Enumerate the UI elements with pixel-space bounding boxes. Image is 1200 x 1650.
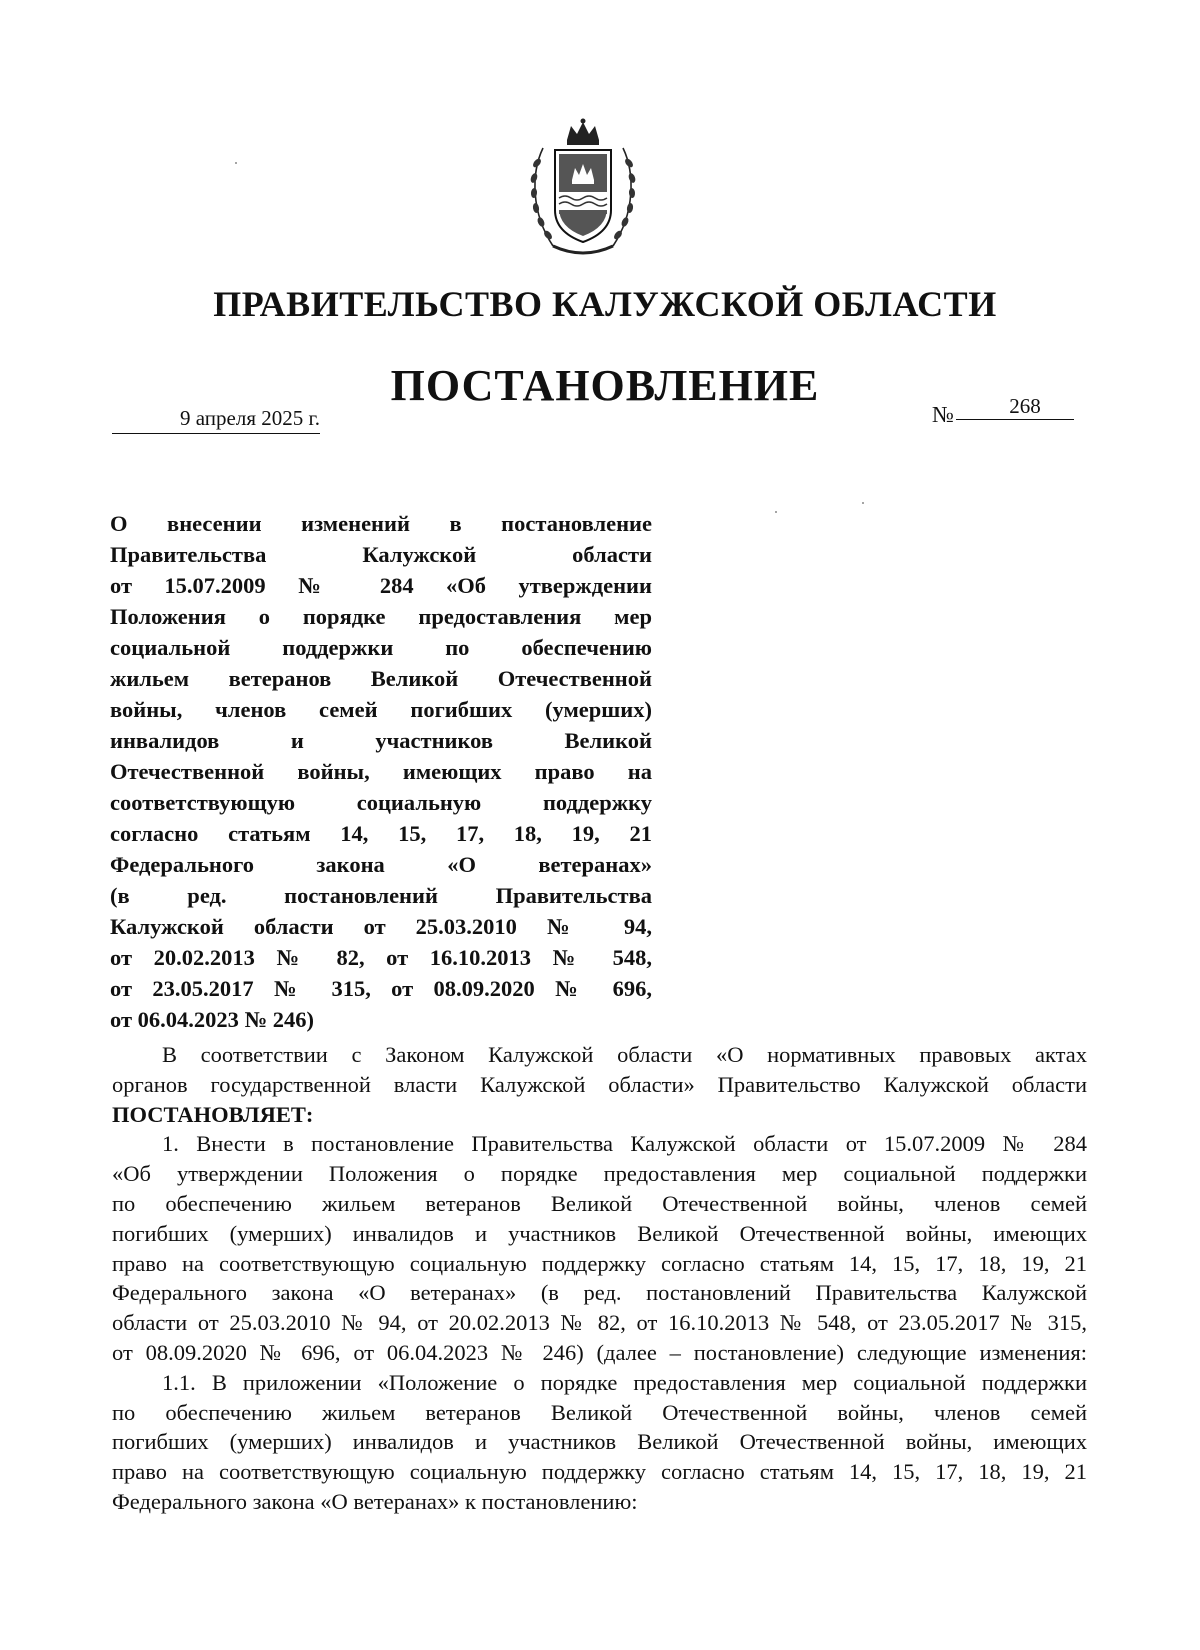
- document-date: 9 апреля 2025 г.: [112, 406, 320, 434]
- scan-speck: [235, 162, 237, 164]
- document-number-field: [932, 394, 1074, 428]
- item1-1-line: 1.1. В приложении «Положение о порядке предоставления мер социальной поддержки: [162, 1369, 1087, 1395]
- item1-line: «Об утверждении Положения о порядке предоставления мер социальной поддержки: [112, 1161, 1087, 1187]
- subject-line: жильем ветеранов Великой Отечественной: [110, 666, 652, 691]
- preamble-line: В соответствии с Законом Калужской области «О нормативных правовых актах: [162, 1042, 1087, 1067]
- item1-line: от 08.09.2020 № 696, от 06.04.2023 № 246) (далее – постановление) следующие изменения:: [112, 1339, 1087, 1365]
- number-sign: №: [932, 402, 954, 427]
- item1-line: 1. Внести в постановление Правительства Калужской области от 15.07.2009 № 284: [162, 1131, 1087, 1157]
- item1-1-line: погибших (умерших) инвалидов и участников Великой Отечественной войны, имеющих: [112, 1429, 1087, 1455]
- item1-1-line: Федерального закона «О ветеранах» к постановлению:: [112, 1488, 638, 1514]
- item1-line: Федерального закона «О ветеранах» (в ред. постановлений Правительства Калужской: [112, 1280, 1087, 1306]
- scan-speck: [775, 511, 777, 513]
- resolves-heading: ПОСТАНОВЛЯЕТ:: [112, 1101, 314, 1127]
- item1-line: по обеспечению жильем ветеранов Великой Отечественной войны, членов семей: [112, 1190, 1087, 1216]
- item1-line: погибших (умерших) инвалидов и участников Великой Отечественной войны, имеющих: [112, 1220, 1087, 1246]
- subject-line: инвалидов и участников Великой: [110, 728, 652, 753]
- coat-of-arms-emblem: [523, 118, 643, 260]
- subject-line: социальной поддержки по обеспечению: [110, 635, 652, 660]
- subject-line: Правительства Калужской области: [110, 542, 652, 567]
- subject-line: Калужской области от 25.03.2010 № 94,: [110, 914, 652, 939]
- document-body: [112, 1040, 1087, 1517]
- scan-speck: [862, 502, 864, 504]
- item1-1-line: право на соответствующую социальную поддержку согласно статьям 14, 15, 17, 18, 19, 21: [112, 1459, 1087, 1485]
- subject-line: Федерального закона «О ветеранах»: [110, 852, 652, 877]
- subject-line: О внесении изменений в постановление: [110, 511, 652, 536]
- subject-line: согласно статьям 14, 15, 17, 18, 19, 21: [110, 821, 652, 846]
- item1-line: области от 25.03.2010 № 94, от 20.02.2013 № 82, от 16.10.2013 № 548, от 23.05.2017 № 315,: [112, 1310, 1087, 1336]
- government-title: ПРАВИТЕЛЬСТВО КАЛУЖСКОЙ ОБЛАСТИ: [213, 284, 997, 324]
- document-subject: [110, 508, 652, 1035]
- subject-line: Положения о порядке предоставления мер: [110, 604, 652, 629]
- document-type-heading: ПОСТАНОВЛЕНИЕ: [390, 361, 820, 410]
- preamble-line: органов государственной власти Калужской области» Правительство Калужской области: [112, 1071, 1087, 1097]
- subject-line: (в ред. постановлений Правительства: [110, 883, 652, 908]
- item1-line: право на соответствующую социальную поддержку согласно статьям 14, 15, 17, 18, 19, 21: [112, 1250, 1087, 1276]
- subject-line: от 23.05.2017 № 315, от 08.09.2020 № 696,: [110, 976, 652, 1001]
- subject-line: от 15.07.2009 № 284 «Об утверждении: [110, 573, 652, 598]
- subject-line: Отечественной войны, имеющих право на: [110, 759, 652, 784]
- item1-1-line: по обеспечению жильем ветеранов Великой Отечественной войны, членов семей: [112, 1399, 1087, 1425]
- subject-line: от 06.04.2023 № 246): [110, 1007, 314, 1032]
- subject-line: соответствующую социальную поддержку: [110, 790, 652, 815]
- subject-line: войны, членов семей погибших (умерших): [110, 697, 652, 722]
- document-number: 268: [956, 394, 1074, 420]
- subject-line: от 20.02.2013 № 82, от 16.10.2013 № 548,: [110, 945, 652, 970]
